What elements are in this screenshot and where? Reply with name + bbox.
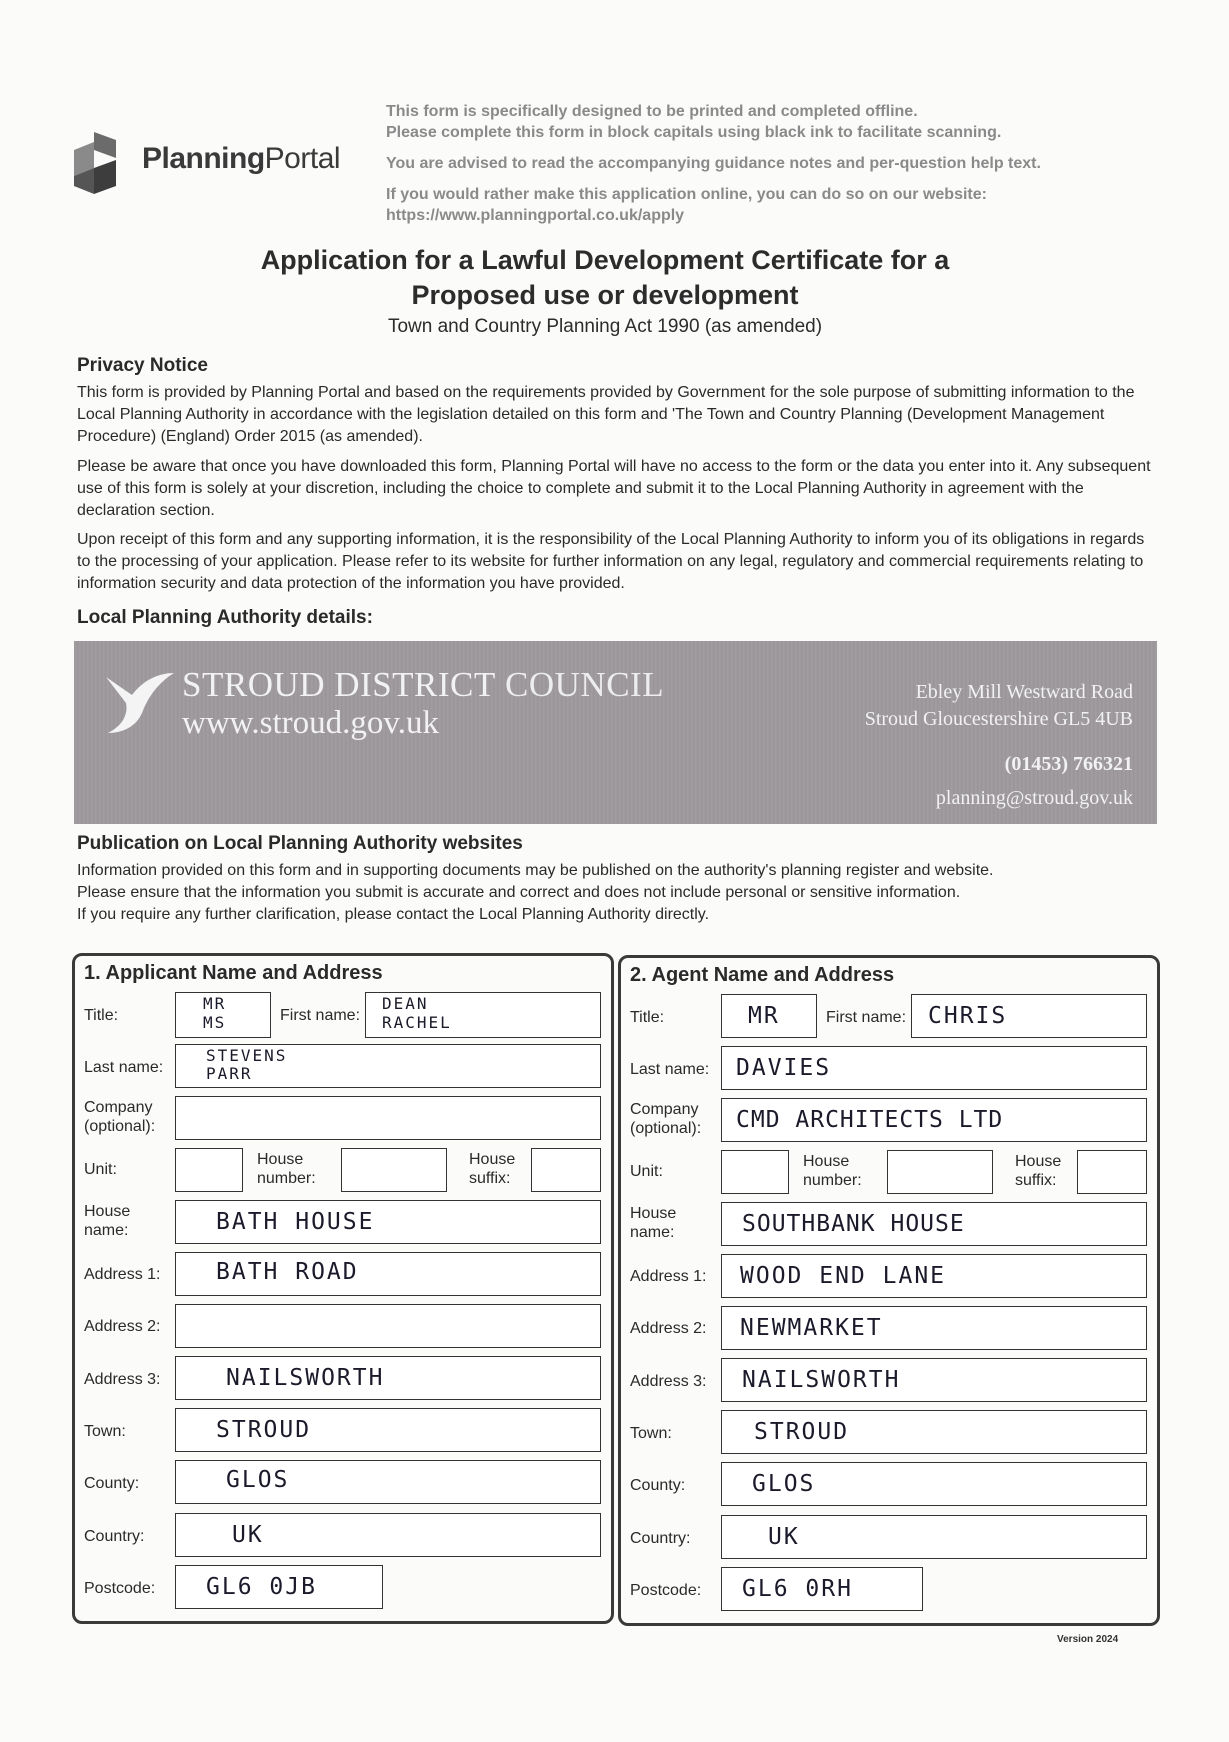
agent-company-value: CMD ARCHITECTS LTD [736, 1107, 1004, 1133]
applicant-heading: 1. Applicant Name and Address [84, 962, 383, 984]
applicant-postcode-label: Postcode: [84, 1580, 156, 1597]
applicant-house-name-value: BATH HOUSE [216, 1209, 375, 1235]
agent-address2-value: NEWMARKET [740, 1315, 883, 1341]
agent-address1-label: Address 1: [630, 1268, 707, 1285]
agent-country-field[interactable] [721, 1515, 1147, 1559]
applicant-first-name-value-2: RACHEL [382, 1013, 452, 1032]
publication-heading: Publication on Local Planning Authority websites [77, 833, 523, 854]
agent-county-field[interactable] [721, 1462, 1147, 1506]
agent-county-label: County: [630, 1477, 686, 1494]
version-label: Version 2024 [1057, 1634, 1119, 1645]
council-name: STROUD DISTRICT COUNCIL [182, 665, 665, 704]
applicant-country-value: UK [232, 1522, 264, 1548]
agent-country-label: Country: [630, 1530, 691, 1547]
form-title-line-2: Proposed use or development [411, 280, 799, 310]
applicant-country-label: Country: [84, 1528, 145, 1545]
agent-address2-label: Address 2: [630, 1320, 707, 1337]
lpa-heading: Local Planning Authority details: [77, 607, 373, 628]
applicant-title-label: Title: [84, 1007, 119, 1024]
publication-line-3: If you require any further clarification, please contact the Local Planning Authority directly. [77, 906, 710, 923]
applicant-town-field[interactable] [175, 1408, 601, 1452]
applicant-last-name-label: Last name: [84, 1059, 164, 1076]
publication-line-2: Please ensure that the information you submit is accurate and correct and does not include personal or sensitive information. [77, 884, 961, 901]
applicant-postcode-field[interactable] [175, 1565, 383, 1609]
applicant-first-name-value-1: DEAN [382, 994, 429, 1013]
applicant-postcode-value: GL6 0JB [206, 1574, 317, 1600]
applicant-unit-field[interactable] [175, 1148, 243, 1192]
agent-town-label: Town: [630, 1425, 672, 1442]
agent-title-value: MR [748, 1003, 780, 1029]
agent-title-field[interactable] [721, 994, 817, 1038]
agent-house-number-label: House number: [803, 1153, 862, 1189]
form-title [180, 243, 1030, 313]
agent-first-name-value: CHRIS [928, 1003, 1008, 1029]
applicant-unit-label: Unit: [84, 1161, 117, 1178]
agent-address2-field[interactable] [721, 1306, 1147, 1350]
agent-postcode-value: GL6 0RH [742, 1576, 853, 1602]
note-line-3: You are advised to read the accompanying guidance notes and per-question help text. [386, 155, 1041, 172]
council-website[interactable]: www.stroud.gov.uk [182, 705, 439, 741]
applicant-title-value-1: MR [203, 994, 227, 1013]
applicant-last-name-field[interactable] [175, 1044, 601, 1088]
applicant-first-name-field[interactable] [365, 992, 601, 1038]
applicant-address3-field[interactable] [175, 1356, 601, 1400]
applicant-title-value-2: MS [203, 1013, 227, 1032]
applicant-town-label: Town: [84, 1423, 126, 1440]
privacy-paragraph-3: Upon receipt of this form and any supporting information, it is the responsibility of the Local Planning Authority to inform you of its obligations in regards to the processing of your application. Please refer to its website for further information on any legal, regulatory and commercial requirements relating to information security and data protection of the information you have provided. [77, 531, 1145, 592]
offline-form-notes [386, 101, 1126, 226]
applicant-house-number-field[interactable] [341, 1148, 447, 1192]
agent-house-number-field[interactable] [887, 1150, 993, 1194]
applicant-house-suffix-field[interactable] [531, 1148, 601, 1192]
publication-text [77, 860, 1167, 926]
applicant-company-label: Company (optional): [84, 1099, 156, 1135]
council-banner [74, 641, 1157, 824]
note-line-4: If you would rather make this application online, you can do so on our website: [386, 186, 987, 203]
agent-house-name-field[interactable] [721, 1202, 1147, 1246]
agent-town-value: STROUD [754, 1419, 850, 1445]
logo-wordmark: PlanningPortal [142, 142, 341, 175]
applicant-town-value: STROUD [216, 1417, 312, 1443]
agent-country-value: UK [768, 1524, 800, 1550]
applicant-county-field[interactable] [175, 1460, 601, 1504]
note-line-5: https://www.planningportal.co.uk/apply [386, 207, 685, 224]
applicant-address1-label: Address 1: [84, 1266, 161, 1283]
agent-last-name-value: DAVIES [736, 1055, 832, 1081]
applicant-company-field[interactable] [175, 1096, 601, 1140]
applicant-country-field[interactable] [175, 1513, 601, 1557]
applicant-address2-label: Address 2: [84, 1318, 161, 1335]
agent-address1-field[interactable] [721, 1254, 1147, 1298]
applicant-house-name-label: House name: [84, 1203, 131, 1239]
publication-line-1: Information provided on this form and in supporting documents may be published on the authority's planning register and website. [77, 862, 994, 879]
agent-address3-value: NAILSWORTH [742, 1367, 901, 1393]
agent-house-name-value: SOUTHBANK HOUSE [742, 1211, 965, 1237]
applicant-county-value: GLOS [226, 1467, 290, 1493]
applicant-address3-label: Address 3: [84, 1371, 161, 1388]
applicant-panel [72, 953, 614, 1624]
applicant-county-label: County: [84, 1475, 140, 1492]
agent-address3-field[interactable] [721, 1358, 1147, 1402]
agent-house-suffix-field[interactable] [1077, 1150, 1147, 1194]
agent-county-value: GLOS [752, 1471, 816, 1497]
privacy-paragraph-2: Please be aware that once you have downloaded this form, Planning Portal will have no access to the form or the data you enter into it. Any subsequent use of this form is solely at your discretion, including the choice to complete and submit it to the Local Planning Authority in agreement with the declaration section. [77, 458, 1151, 519]
applicant-house-suffix-label: House suffix: [469, 1151, 516, 1187]
note-line-1: This form is specifically designed to be printed and completed offline. [386, 103, 918, 120]
council-email[interactable]: planning@stroud.gov.uk [935, 787, 1133, 809]
applicant-address2-field[interactable] [175, 1304, 601, 1348]
agent-postcode-field[interactable] [721, 1567, 923, 1611]
planning-portal-logo-icon [72, 128, 132, 194]
agent-unit-label: Unit: [630, 1163, 663, 1180]
form-title-line-1: Application for a Lawful Development Certificate for a [260, 245, 950, 275]
applicant-address1-value: BATH ROAD [216, 1259, 359, 1285]
agent-first-name-label: First name: [826, 1009, 907, 1026]
council-phone: (01453) 766321 [1004, 753, 1133, 775]
agent-company-field[interactable] [721, 1098, 1147, 1142]
council-address-line-2: Stroud Gloucestershire GL5 4UB [864, 708, 1133, 730]
applicant-last-name-value-2: PARR [206, 1064, 253, 1083]
agent-postcode-label: Postcode: [630, 1582, 702, 1599]
agent-town-field[interactable] [721, 1410, 1147, 1454]
form-subtitle: Town and Country Planning Act 1990 (as amended) [387, 316, 823, 337]
applicant-address3-value: NAILSWORTH [226, 1365, 385, 1391]
agent-unit-field[interactable] [721, 1150, 789, 1194]
privacy-paragraph-1: This form is provided by Planning Portal and based on the requirements provided by Government for the sole purpose of submitting information to the Local Planning Authority in accordance with the legislation detailed on this form and 'The Town and Country Planning (Development Management Procedure) (England) Order 2015 (as amended). [77, 384, 1135, 445]
note-line-2: Please complete this form in block capitals using black ink to facilitate scanning. [386, 124, 1002, 141]
agent-house-name-label: House name: [630, 1205, 677, 1241]
council-address [865, 679, 1133, 733]
planning-portal-logo [72, 128, 342, 198]
applicant-house-number-label: House number: [257, 1151, 316, 1187]
agent-company-label: Company (optional): [630, 1101, 702, 1137]
agent-first-name-field[interactable] [911, 994, 1147, 1038]
applicant-last-name-value-1: STEVENS [206, 1046, 288, 1065]
applicant-first-name-label: First name: [280, 1007, 361, 1024]
agent-address3-label: Address 3: [630, 1373, 707, 1390]
privacy-heading: Privacy Notice [77, 355, 208, 376]
agent-heading: 2. Agent Name and Address [630, 964, 895, 986]
agent-house-suffix-label: House suffix: [1015, 1153, 1062, 1189]
council-address-line-1: Ebley Mill Westward Road [915, 681, 1133, 703]
agent-last-name-field[interactable] [721, 1046, 1147, 1090]
agent-panel [618, 955, 1160, 1626]
agent-address1-value: WOOD END LANE [740, 1263, 947, 1289]
applicant-address1-field[interactable] [175, 1252, 601, 1296]
applicant-house-name-field[interactable] [175, 1200, 601, 1244]
agent-last-name-label: Last name: [630, 1061, 710, 1078]
applicant-title-field[interactable] [175, 992, 271, 1038]
council-swoosh-icon [104, 669, 176, 735]
agent-title-label: Title: [630, 1009, 665, 1026]
